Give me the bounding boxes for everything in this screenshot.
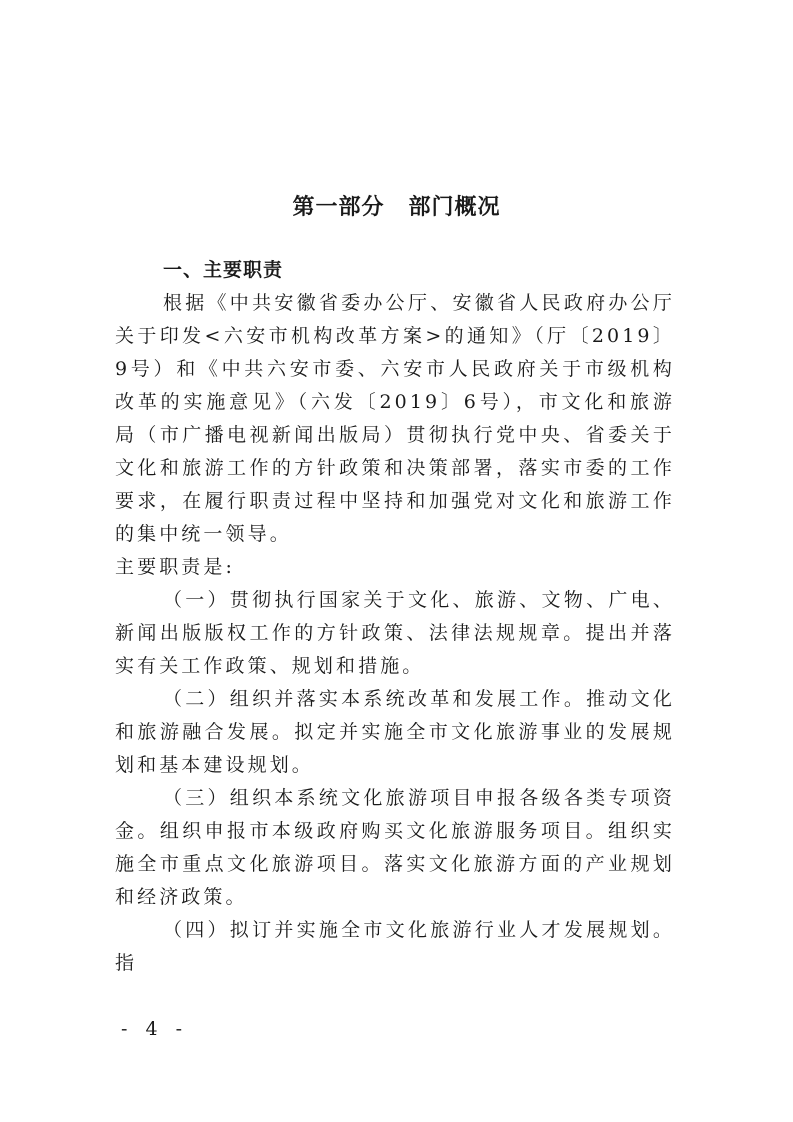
document-body: [115, 287, 675, 980]
body-paragraph: 主要职责是:: [115, 556, 236, 578]
page-title-part: 第一部分: [292, 194, 385, 220]
page-title-part: 部门概况: [408, 194, 501, 220]
body-paragraph: （三）组织本系统文化旅游项目申报各级各类专项资金。组织申报市本级政府购买文化旅游服务项目。组织实施全市重点文化旅游项目。落实文化旅游方面的产业规划和经济政策。: [115, 787, 675, 908]
body-paragraph: （二）组织并落实本系统改革和发展工作。推动文化和旅游融合发展。拟定并实施全市文化旅游事业的发展规划和基本建设规划。: [115, 688, 675, 776]
body-paragraph: 根据《中共安徽省委办公厅、安徽省人民政府办公厅关于印发<六安市机构改革方案>的通知》（厅〔2019〕9号）和《中共六安市委、六安市人民政府关于市级机构改革的实施意见》（六发〔2019〕6号），市文化和旅游局（市广播电视新闻出版局）贯彻执行党中央、省委关于文化和旅游工作的方针政策和决策部署，落实市委的工作要求，在履行职责过程中坚持和加强党对文化和旅游工作的集中统一领导。: [115, 292, 675, 545]
body-paragraph: （一）贯彻执行国家关于文化、旅游、文物、广电、新闻出版版权工作的方针政策、法律法规规章。提出并落实有关工作政策、规划和措施。: [115, 589, 675, 677]
section-heading: 一、主要职责: [163, 259, 284, 281]
body-paragraph: （四）拟订并实施全市文化旅游行业人才发展规划。指: [115, 919, 675, 974]
page-title: [0, 191, 793, 225]
page-number: - 4 -: [121, 1018, 189, 1040]
